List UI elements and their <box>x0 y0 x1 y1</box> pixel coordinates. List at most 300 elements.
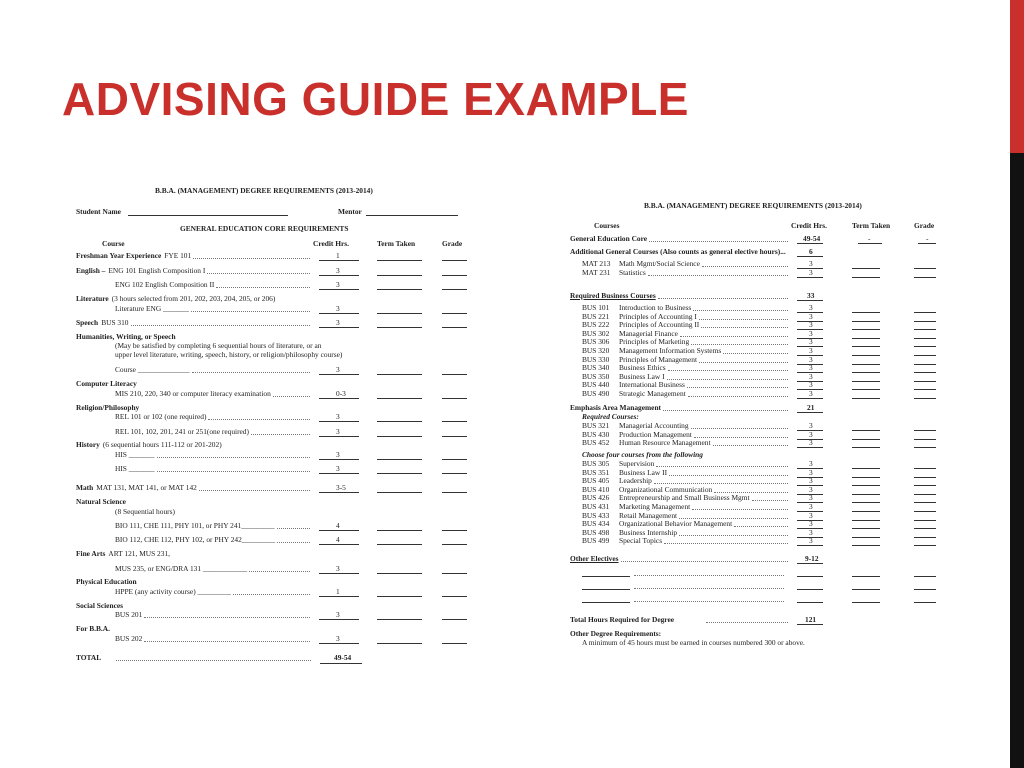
course-line: (6 sequential hours 111-112 or 201-202) <box>102 440 222 449</box>
course-code: BUS 431 <box>582 502 610 511</box>
elective-course-line <box>582 589 630 590</box>
term-taken-line <box>377 473 422 474</box>
col-header-courses: Courses <box>594 221 620 230</box>
dot-leader <box>691 428 788 429</box>
dot-leader <box>713 445 788 446</box>
student-name-line <box>128 215 288 216</box>
course-name: Management Information Systems <box>619 346 722 355</box>
credit-value: 3 <box>809 346 813 355</box>
term-taken-line <box>852 477 880 478</box>
other-requirements-label: Other Degree Requirements: <box>570 629 662 638</box>
course-name: Supervision <box>619 459 655 468</box>
credit-value: 9-12 <box>805 554 819 563</box>
grade-line <box>442 459 467 460</box>
section-title: GENERAL EDUCATION CORE REQUIREMENTS <box>180 224 349 233</box>
grade-line <box>914 312 936 313</box>
credit-line <box>319 421 359 422</box>
credit-line <box>797 398 823 399</box>
total-value: 49-54 <box>334 653 352 662</box>
term-taken-line <box>377 313 422 314</box>
dot-leader <box>207 273 310 274</box>
credit-value: 3-5 <box>336 483 346 492</box>
credit-value: 3 <box>336 304 340 313</box>
grade-line <box>442 530 467 531</box>
credit-value: 3 <box>809 459 813 468</box>
dot-leader <box>192 372 310 373</box>
sheet-heading: B.B.A. (MANAGEMENT) DEGREE REQUIREMENTS (2013-2014) <box>644 201 862 210</box>
credit-line <box>319 596 359 597</box>
course-line: (May be satisfied by completing 6 sequential hours of literature, or an <box>115 341 322 350</box>
dot-leader <box>693 310 788 311</box>
credit-value: 1 <box>336 251 340 260</box>
course-line: BUS 202 <box>115 634 143 643</box>
course-name: Business Law II <box>619 467 668 477</box>
grade-line <box>442 436 467 437</box>
credit-value: 3 <box>809 259 813 268</box>
credit-value: 49-54 <box>803 234 821 243</box>
course-line: HIS _______ <box>115 450 155 459</box>
grade-line <box>442 275 467 276</box>
dot-leader <box>692 509 788 510</box>
dot-leader <box>706 622 788 623</box>
credit-line <box>319 459 359 460</box>
dot-leader <box>249 571 310 572</box>
grade-line <box>914 477 936 478</box>
term-value: - <box>868 234 871 243</box>
course-code: BUS 305 <box>582 459 610 468</box>
grade-line <box>914 329 936 330</box>
dot-leader <box>634 588 784 589</box>
course-line: BIO 112, CHE 112, PHY 102, or PHY 242_________ <box>115 535 276 544</box>
course-code: BUS 410 <box>582 484 610 494</box>
credit-line <box>319 473 359 474</box>
grade-value: - <box>926 234 929 243</box>
dot-leader <box>273 396 310 397</box>
credit-line <box>797 412 823 413</box>
credit-value: 4 <box>336 535 340 544</box>
dot-leader <box>658 298 788 299</box>
dot-leader <box>699 319 788 320</box>
grade-line <box>442 544 467 545</box>
course-name: Business Law I <box>619 371 665 381</box>
credit-line <box>319 260 359 261</box>
left-degree-requirements-sheet <box>70 180 480 670</box>
course-line: upper level literature, writing, speech, history, or religion/philosophy course) <box>115 350 343 359</box>
dot-leader <box>157 457 310 458</box>
term-taken-line <box>852 321 880 322</box>
credit-value: 3 <box>809 337 813 347</box>
course-code: BUS 340 <box>582 363 610 373</box>
course-code: BUS 499 <box>582 536 610 546</box>
credit-value: 3 <box>336 412 340 421</box>
course-code: BUS 350 <box>582 371 610 381</box>
course-line: MIS 210, 220, 340 or computer literacy examination <box>115 389 271 398</box>
grade-line <box>442 619 467 620</box>
grade-line <box>914 338 936 339</box>
term-taken-line <box>852 528 880 529</box>
course-line: (3 hours selected from 201, 202, 203, 204, 205, or 206) <box>111 294 276 303</box>
grade-line <box>442 473 467 474</box>
dot-leader <box>208 419 310 420</box>
credit-value: 3 <box>809 484 813 494</box>
term-taken-line <box>852 589 880 590</box>
course-line: BUS 201 <box>115 610 143 619</box>
grade-line <box>914 537 936 538</box>
dot-leader <box>144 617 310 618</box>
course-name: Leadership <box>619 476 652 486</box>
term-taken-line <box>377 544 422 545</box>
dot-leader <box>131 325 311 326</box>
term-taken-line <box>852 511 880 512</box>
dot-leader <box>277 542 310 543</box>
credit-value: 3 <box>809 438 813 448</box>
grade-line <box>914 602 936 603</box>
dot-leader <box>216 287 310 288</box>
term-taken-line <box>852 545 880 546</box>
credit-line <box>319 275 359 276</box>
credit-value: 1 <box>336 587 340 596</box>
course-code: BUS 302 <box>582 328 610 338</box>
grade-line <box>914 355 936 356</box>
dot-leader <box>116 660 311 661</box>
credit-value: 4 <box>336 521 340 530</box>
dot-leader <box>687 387 788 388</box>
credit-value: 3 <box>336 564 340 573</box>
course-line: REL 101, 102, 201, 241 or 251(one required) <box>115 427 249 436</box>
total-line <box>320 663 362 664</box>
course-code: BUS 330 <box>582 354 610 364</box>
dot-leader <box>157 471 310 472</box>
credit-line <box>319 327 359 328</box>
credit-line <box>797 602 823 603</box>
credit-value: 33 <box>807 291 815 300</box>
credit-value: 3 <box>809 380 813 390</box>
course-category: Speech <box>76 318 99 327</box>
term-taken-line <box>377 421 422 422</box>
course-name: Business Ethics <box>619 363 666 373</box>
term-taken-line <box>377 374 422 375</box>
choose-courses-label: Choose four courses from the following <box>582 450 703 459</box>
credit-value: 3 <box>809 389 813 398</box>
course-line: REL 101 or 102 (one required) <box>115 412 207 421</box>
course-name: Principles of Accounting II <box>619 320 700 330</box>
dot-leader <box>621 561 788 562</box>
credit-line <box>797 589 823 590</box>
course-code: BUS 434 <box>582 519 610 529</box>
elective-course-line <box>582 576 630 577</box>
credit-value: 3 <box>336 280 340 289</box>
credit-line <box>797 576 823 577</box>
dot-leader <box>688 396 788 397</box>
credit-line <box>319 436 359 437</box>
term-taken-line <box>377 327 422 328</box>
term-taken-line <box>852 502 880 503</box>
course-code: BUS 222 <box>582 320 610 330</box>
credit-line <box>319 643 359 644</box>
student-name-label: Student Name <box>76 207 121 216</box>
required-courses-label: Required Courses: <box>582 412 639 421</box>
col-header-grade: Grade <box>914 221 935 230</box>
term-taken-line <box>377 436 422 437</box>
col-header-credit: Credit Hrs. <box>313 239 349 248</box>
course-category: Humanities, Writing, or Speech <box>76 332 176 341</box>
term-taken-line <box>377 275 422 276</box>
credit-value: 6 <box>809 247 813 256</box>
credit-value: 3 <box>809 476 813 486</box>
slide-title: ADVISING GUIDE EXAMPLE <box>62 73 689 125</box>
dot-leader <box>144 641 310 642</box>
course-line: ENG 101 English Composition I <box>108 266 206 275</box>
col-header-grade: Grade <box>442 239 463 248</box>
course-category: Freshman Year Experience <box>76 251 162 260</box>
term-taken-line <box>852 537 880 538</box>
grade-line <box>442 573 467 574</box>
grade-line <box>914 528 936 529</box>
term-taken-line <box>852 329 880 330</box>
section-required-business: Required Business Courses <box>570 291 656 300</box>
grade-line <box>918 243 936 244</box>
credit-value: 3 <box>809 303 813 312</box>
grade-line <box>442 260 467 261</box>
credit-value: 3 <box>809 320 813 330</box>
course-code: BUS 101 <box>582 303 610 312</box>
dot-leader <box>664 543 788 544</box>
grade-line <box>914 589 936 590</box>
credit-line <box>319 374 359 375</box>
credit-line <box>319 544 359 545</box>
dot-leader <box>680 336 788 337</box>
credit-value: 3 <box>809 354 813 364</box>
accent-bar-dark <box>1010 153 1024 768</box>
term-taken-line <box>377 619 422 620</box>
section-general-education: General Education Core <box>570 234 648 243</box>
course-category: Physical Education <box>76 577 137 586</box>
course-name: Organizational Behavior Management <box>619 519 733 529</box>
credit-value: 3 <box>336 427 340 436</box>
dot-leader <box>669 475 788 476</box>
dot-leader <box>191 311 310 312</box>
course-code: BUS 321 <box>582 421 610 430</box>
accent-bar-red <box>1010 0 1024 153</box>
credit-value: 3 <box>809 421 813 430</box>
term-taken-line <box>377 530 422 531</box>
credit-value: 3 <box>336 610 340 619</box>
course-name: Business Internship <box>619 527 678 537</box>
elective-course-line <box>582 602 630 603</box>
credit-line <box>797 563 823 564</box>
grade-line <box>914 545 936 546</box>
dot-leader <box>663 410 788 411</box>
course-name: Statistics <box>619 268 646 277</box>
credit-line <box>319 289 359 290</box>
course-category: English – <box>76 266 106 275</box>
credit-value: 3 <box>809 510 813 520</box>
course-line: FYE 101 <box>164 251 192 260</box>
course-name: Principles of Marketing <box>619 337 690 347</box>
col-header-term: Term Taken <box>377 239 416 248</box>
course-line: MUS 235, or ENG/DRA 131 ____________ <box>115 564 248 573</box>
term-taken-line <box>852 389 880 390</box>
credit-value: 3 <box>809 519 813 529</box>
total-label: TOTAL <box>76 653 102 662</box>
credit-value: 3 <box>809 268 813 277</box>
credit-value: 3 <box>809 311 813 321</box>
section-other-electives: Other Electives <box>570 554 619 563</box>
dot-leader <box>193 258 310 259</box>
course-code: BUS 433 <box>582 510 610 520</box>
dot-leader <box>251 434 310 435</box>
term-taken-line <box>852 485 880 486</box>
credit-value: 0-3 <box>336 389 346 398</box>
dot-leader <box>723 353 788 354</box>
grade-line <box>442 374 467 375</box>
credit-value: 3 <box>809 363 813 373</box>
course-name: Retail Management <box>619 510 678 520</box>
term-taken-line <box>377 289 422 290</box>
term-taken-line <box>852 468 880 469</box>
course-name: Math Mgmt/Social Science <box>619 259 700 268</box>
term-taken-line <box>852 520 880 521</box>
grade-line <box>914 398 936 399</box>
term-taken-line <box>852 346 880 347</box>
mentor-line <box>366 215 458 216</box>
grade-line <box>914 468 936 469</box>
credit-value: 3 <box>336 464 340 473</box>
total-hours-label: Total Hours Required for Degree <box>570 615 675 624</box>
term-taken-line <box>852 372 880 373</box>
term-taken-line <box>377 459 422 460</box>
course-name: Principles of Management <box>619 354 697 364</box>
course-name: International Business <box>619 380 685 390</box>
term-taken-line <box>377 643 422 644</box>
credit-line <box>797 243 823 244</box>
course-name: Managerial Finance <box>619 328 678 338</box>
dot-leader <box>233 594 310 595</box>
grade-line <box>442 421 467 422</box>
credit-value: 3 <box>336 450 340 459</box>
course-line: ART 121, MUS 231, <box>108 549 170 558</box>
dot-leader <box>701 327 788 328</box>
credit-value: 3 <box>336 318 340 327</box>
grade-line <box>442 398 467 399</box>
dot-leader <box>656 466 788 467</box>
credit-value: 3 <box>809 493 813 503</box>
course-line: Literature ENG _______ <box>115 304 189 313</box>
dot-leader <box>668 370 788 371</box>
term-taken-line <box>852 312 880 313</box>
term-taken-line <box>377 596 422 597</box>
term-taken-line <box>852 381 880 382</box>
section-additional-general: Additional General Courses (Also counts as general elective hours)... <box>570 247 786 256</box>
grade-line <box>914 389 936 390</box>
term-taken-line <box>377 573 422 574</box>
course-code: BUS 490 <box>582 389 610 398</box>
course-line: HPPE (any activity course) _________ <box>115 587 231 596</box>
course-category: Literature <box>76 294 109 303</box>
other-requirements-text: A minimum of 45 hours must be earned in courses numbered 300 or above. <box>582 638 805 647</box>
total-hours-value: 121 <box>805 615 817 624</box>
credit-value: 21 <box>807 403 815 412</box>
term-taken-line <box>852 494 880 495</box>
grade-line <box>914 364 936 365</box>
credit-line <box>797 300 823 301</box>
course-code: BUS 440 <box>582 380 610 390</box>
term-taken-line <box>858 243 882 244</box>
course-category: Religion/Philosophy <box>76 403 140 412</box>
term-taken-line <box>852 447 880 448</box>
credit-line <box>797 256 823 257</box>
term-taken-line <box>852 430 880 431</box>
grade-line <box>914 511 936 512</box>
course-category: Computer Literacy <box>76 379 137 388</box>
course-line: MAT 131, MAT 141, or MAT 142 <box>96 483 197 492</box>
grade-line <box>442 289 467 290</box>
course-code: BUS 452 <box>582 438 610 448</box>
course-name: Organizational Communication <box>619 484 713 494</box>
credit-line <box>797 545 823 546</box>
dot-leader <box>649 241 788 242</box>
term-taken-line <box>377 260 422 261</box>
grade-line <box>442 596 467 597</box>
grade-line <box>914 372 936 373</box>
credit-value: 3 <box>809 371 813 381</box>
credit-value: 3 <box>809 527 813 537</box>
term-taken-line <box>852 398 880 399</box>
credit-value: 3 <box>809 502 813 511</box>
dot-leader <box>199 490 310 491</box>
course-code: BUS 306 <box>582 337 610 347</box>
credit-line <box>319 398 359 399</box>
term-taken-line <box>852 338 880 339</box>
credit-line <box>319 573 359 574</box>
grade-line <box>914 321 936 322</box>
course-name: Production Management <box>619 429 692 439</box>
dot-leader <box>648 275 788 276</box>
grade-line <box>442 313 467 314</box>
term-taken-line <box>852 364 880 365</box>
course-code: BUS 405 <box>582 476 610 486</box>
course-line: Course ______________ <box>115 365 190 374</box>
course-name: Introduction to Business <box>619 303 692 312</box>
course-code: MAT 231 <box>582 268 611 277</box>
credit-line <box>319 492 359 493</box>
credit-value: 3 <box>336 365 340 374</box>
course-category: Natural Science <box>76 497 126 506</box>
credit-value: 3 <box>809 328 813 338</box>
term-taken-line <box>377 398 422 399</box>
course-category: Fine Arts <box>76 549 106 558</box>
grade-line <box>914 494 936 495</box>
grade-line <box>914 520 936 521</box>
term-taken-line <box>852 576 880 577</box>
credit-line <box>319 313 359 314</box>
credit-value: 3 <box>336 266 340 275</box>
grade-line <box>442 492 467 493</box>
term-taken-line <box>852 602 880 603</box>
course-line: BUS 310 <box>101 318 129 327</box>
course-code: BUS 426 <box>582 493 610 503</box>
grade-line <box>914 447 936 448</box>
mentor-label: Mentor <box>338 207 362 216</box>
credit-value: 3 <box>809 429 813 439</box>
grade-line <box>914 439 936 440</box>
course-name: Strategic Management <box>619 389 686 398</box>
course-name: Human Resource Management <box>619 438 711 448</box>
term-taken-line <box>852 355 880 356</box>
term-taken-line <box>852 277 880 278</box>
grade-line <box>914 346 936 347</box>
dot-leader <box>277 528 310 529</box>
